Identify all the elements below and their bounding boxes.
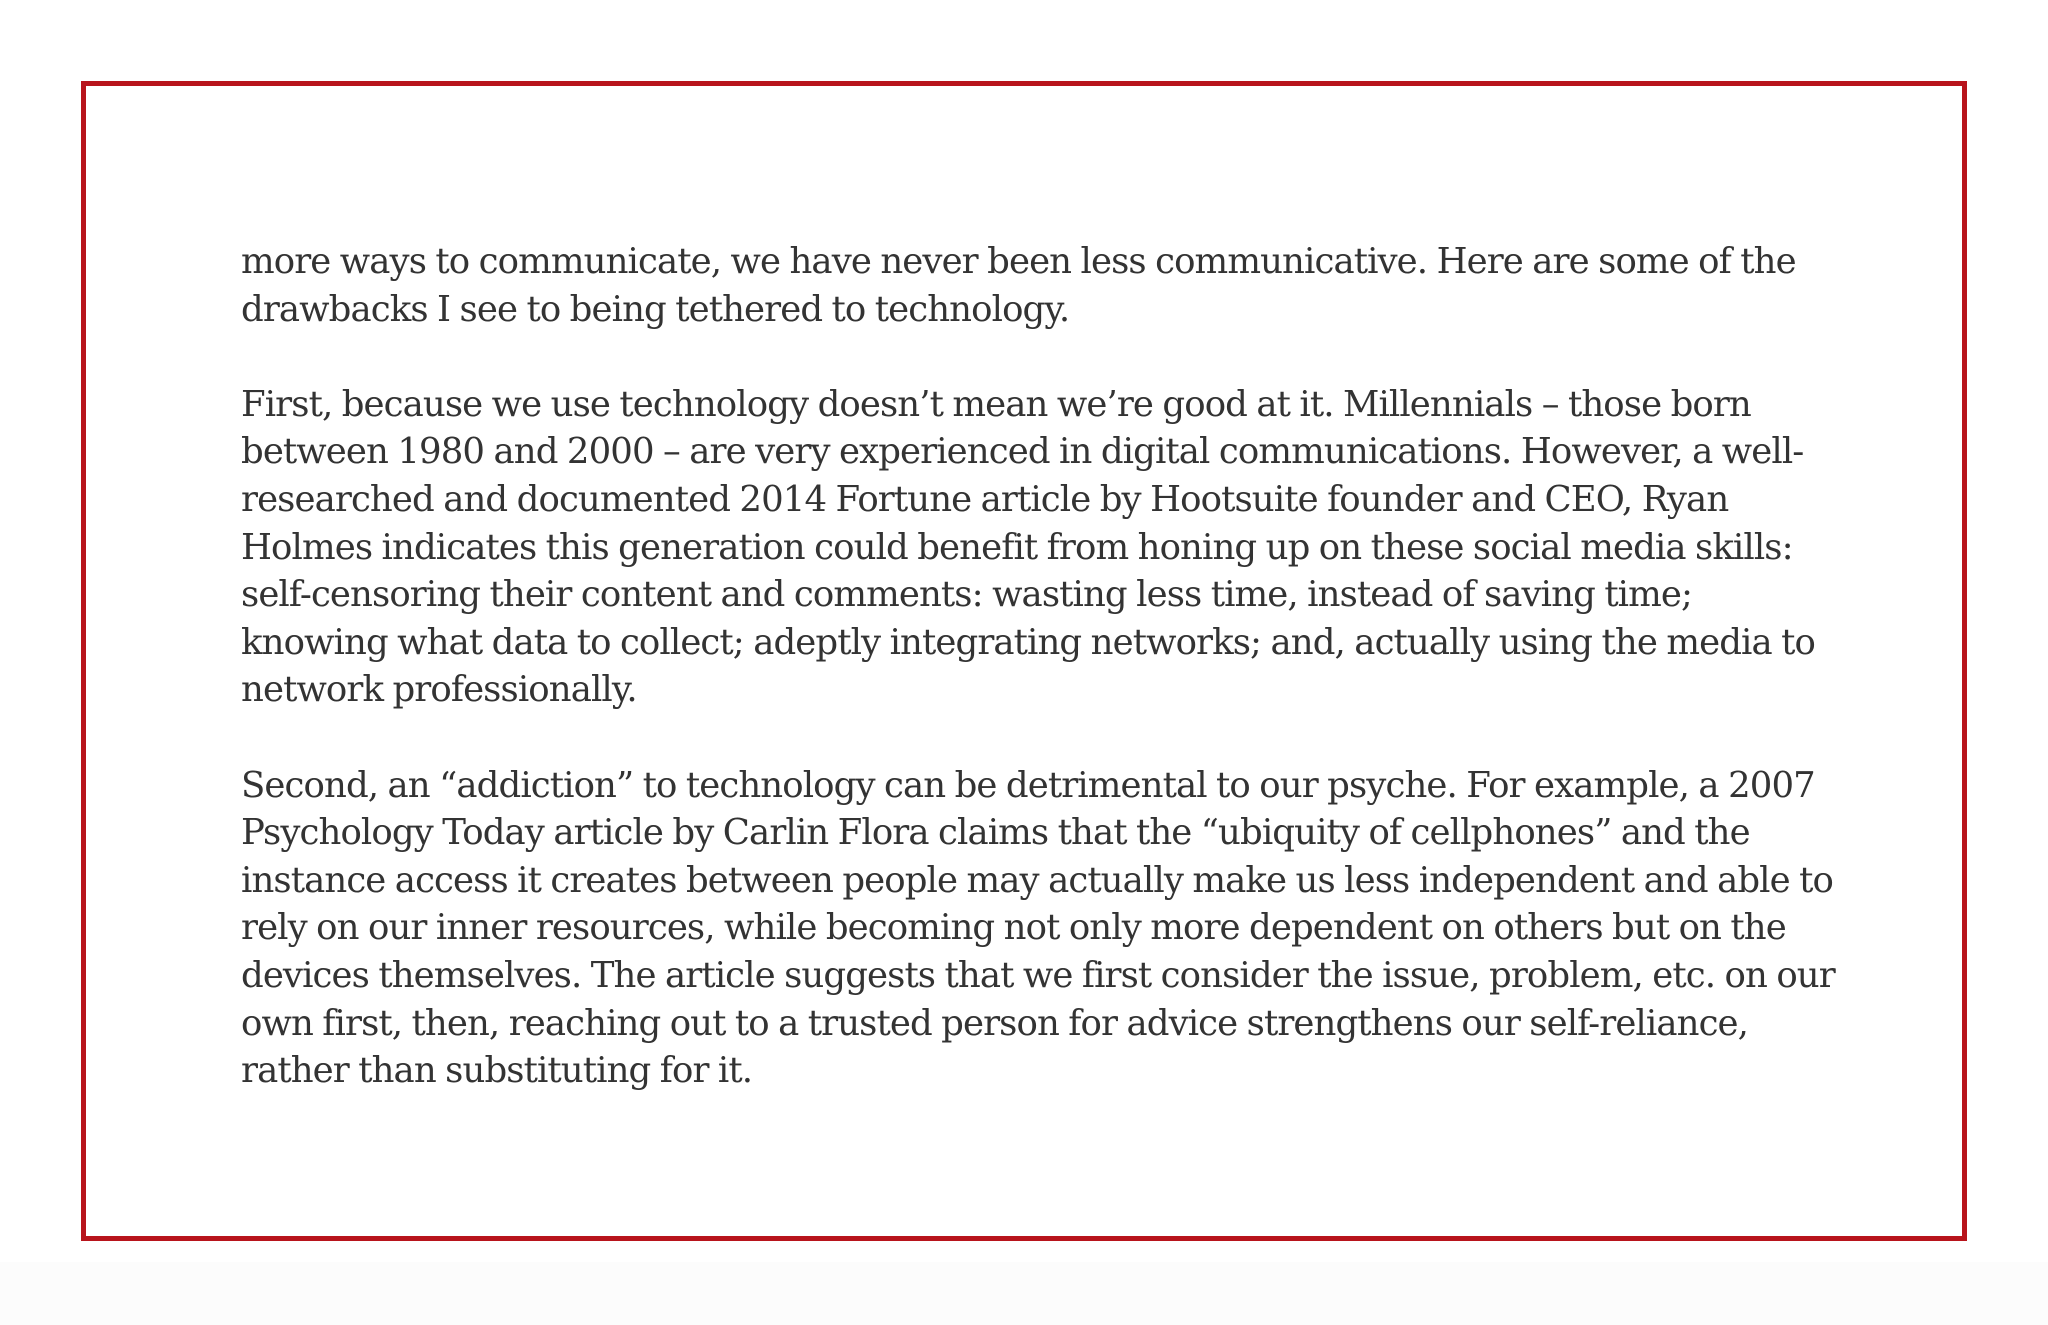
text-line: rather than substituting for it. xyxy=(241,1050,753,1092)
text-line: between 1980 and 2000 – are very experienced in digital communications. However, a well- xyxy=(241,431,1804,473)
text-line: researched and documented 2014 Fortune article by Hootsuite founder and CEO, Ryan xyxy=(241,478,1729,520)
text-line: First, because we use technology doesn’t mean we’re good at it. Millennials – those born xyxy=(241,383,1751,425)
text-line: Psychology Today article by Carlin Flora claims that the “ubiquity of cellphones” and the xyxy=(241,812,1750,854)
text-line: devices themselves. The article suggests that we first consider the issue, problem, etc. on our xyxy=(241,954,1835,996)
text-line: own first, then, reaching out to a trusted person for advice strengthens our self-reliance, xyxy=(241,1002,1749,1044)
paragraph-second-point xyxy=(241,762,1901,1095)
page-bottom-strip xyxy=(0,1262,2048,1325)
text-line: Holmes indicates this generation could benefit from honing up on these social media skills: xyxy=(241,526,1793,568)
paragraph-intro xyxy=(241,238,1901,333)
text-line: network professionally. xyxy=(241,669,637,711)
text-line: instance access it creates between people may actually make us less independent and able to xyxy=(241,859,1833,901)
text-line: knowing what data to collect; adeptly integrating networks; and, actually using the media to xyxy=(241,621,1815,663)
article-body xyxy=(241,238,1901,1095)
paragraph-first-point xyxy=(241,381,1901,714)
text-line: more ways to communicate, we have never been less communicative. Here are some of the xyxy=(241,241,1796,282)
text-line: self-censoring their content and comments: wasting less time, instead of saving time; xyxy=(241,574,1693,616)
text-line: Second, an “addiction” to technology can be detrimental to our psyche. For example, a 2007 xyxy=(241,764,1815,806)
text-line: rely on our inner resources, while becoming not only more dependent on others but on the xyxy=(241,907,1786,949)
text-line: drawbacks I see to being tethered to technology. xyxy=(241,288,1070,330)
